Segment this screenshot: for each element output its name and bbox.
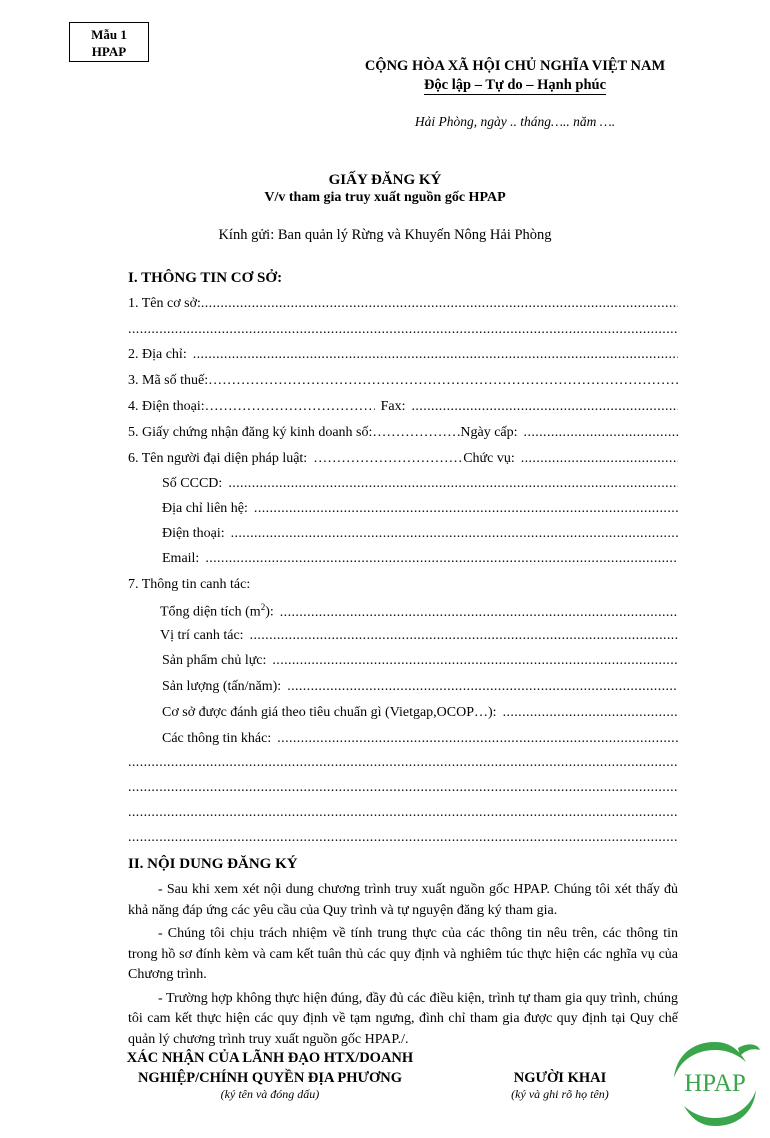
field-id-card-dots [228, 476, 678, 492]
field-email-label: Email: [162, 551, 200, 566]
field-fax-dots [412, 399, 679, 415]
field-phone-fax[interactable] [128, 399, 678, 415]
field-license-label: 5. Giấy chứng nhận đăng ký kinh doanh số: [128, 425, 373, 440]
field-main-product[interactable] [162, 653, 678, 669]
field-standard[interactable] [162, 705, 678, 721]
field-farm-location[interactable] [160, 628, 678, 644]
blank-line-3[interactable] [128, 805, 678, 821]
field-total-area-dots [280, 605, 678, 621]
farming-info-label: 7. Thông tin canh tác: [128, 577, 251, 592]
field-address-label: 2. Địa chỉ: [128, 347, 187, 362]
field-standard-dots [503, 705, 678, 721]
field-rep-label: 6. Tên người đại diện pháp luật: [128, 451, 308, 466]
area-label-close: ): [265, 604, 274, 620]
field-position-label: Chức vụ: [463, 451, 515, 466]
field-farm-location-dots [250, 628, 678, 644]
hpap-logo-text: HPAP [684, 1070, 746, 1097]
field-license[interactable] [128, 425, 678, 441]
document-subject: V/v tham gia truy xuất nguồn gốc HPAP [264, 190, 506, 205]
confirmation-signature-note: (ký tên và đóng dấu) [220, 1087, 320, 1101]
field-other-info-dots [277, 731, 678, 747]
hpap-logo [668, 1038, 762, 1130]
confirmation-signature-title [85, 1048, 455, 1088]
field-other-info[interactable] [162, 731, 678, 747]
section1-heading: I. THÔNG TIN CƠ SỞ: [128, 270, 283, 286]
field-tax[interactable] [128, 373, 678, 389]
blank-line-1-dots [128, 755, 678, 771]
declarant-title: NGƯỜI KHAI [513, 1070, 607, 1086]
area-label-text: Tổng diện tích (m [160, 604, 261, 620]
field-name-dots [201, 296, 678, 312]
motto-text: Độc lập – Tự do – Hạnh phúc [423, 77, 607, 93]
field-phone-label: 4. Điện thoại: [128, 399, 205, 414]
field-name-continued-dots [128, 322, 678, 338]
form-code-line1: Mẫu 1 [91, 27, 127, 42]
blank-line-2-dots [128, 780, 678, 796]
field-contact-address[interactable] [162, 501, 678, 517]
field-rep-dots [313, 451, 463, 467]
field-rep-phone-label: Điện thoại: [162, 526, 225, 541]
field-email[interactable] [162, 551, 678, 567]
field-tax-label: 3. Mã số thuế: [128, 373, 209, 388]
field-standard-label: Cơ sở được đánh giá theo tiêu chuẩn gì (Vietgap,OCOP…): [162, 705, 497, 720]
field-main-product-label: Sản phẩm chủ lực: [162, 653, 267, 668]
field-other-info-label: Các thông tin khác: [162, 731, 272, 746]
field-fax-label: Fax: [380, 399, 406, 414]
field-rep-phone[interactable] [162, 526, 678, 542]
field-representative[interactable] [128, 451, 678, 467]
field-name[interactable] [128, 296, 678, 312]
form-code-box [69, 22, 149, 62]
field-total-area-label [160, 602, 274, 621]
declarant-note: (ký và ghi rõ họ tên) [511, 1087, 609, 1101]
section2-heading: II. NỘI DUNG ĐĂNG KÝ [128, 856, 298, 872]
field-issue-date-label: Ngày cấp: [460, 425, 518, 440]
blank-line-2[interactable] [128, 780, 678, 796]
field-address-dots [193, 347, 678, 363]
field-phone-dots [205, 399, 375, 415]
blank-line-1[interactable] [128, 755, 678, 771]
field-id-card[interactable] [162, 476, 678, 492]
blank-line-4[interactable] [128, 830, 678, 846]
commitment-paragraph-2: - Chúng tôi chịu trách nhiệm về tính trung thực của các thông tin nêu trên, các thông tin trong hồ sơ đính kèm và cam kết tuân thủ các quy định và nghiêm túc thực hiện các nghĩa vụ của Chương trình. [128, 926, 678, 982]
field-contact-address-dots [254, 501, 678, 517]
field-tax-dots [208, 373, 678, 389]
field-total-area[interactable] [160, 602, 678, 621]
field-output[interactable] [162, 679, 678, 695]
motto [330, 77, 700, 94]
commitment-paragraph-1: - Sau khi xem xét nội dung chương trình truy xuất nguồn gốc HPAP. Chúng tôi xét thấy đủ khả năng đáp ứng các yêu cầu của Quy trình và tự nguyện đăng ký tham gia. [128, 882, 678, 918]
confirmation-title-line2: NGHIỆP/CHÍNH QUYỀN ĐỊA PHƯƠNG [137, 1070, 403, 1086]
hpap-logo-icon [668, 1038, 762, 1130]
field-output-dots [287, 679, 678, 695]
field-contact-address-label: Địa chỉ liên hệ: [162, 501, 248, 516]
commitment-paragraph-3: - Trường hợp không thực hiện đúng, đầy đủ các điều kiện, trình tự tham gia quy trình, chúng tôi cam kết thực hiện các quy định về tạm ngưng, đình chỉ tham gia được quy định tại Quy chế quản lý chương trình truy xuất nguồn gốc HPAP./. [128, 990, 678, 1047]
field-rep-phone-dots [231, 526, 678, 542]
field-main-product-dots [272, 653, 678, 669]
confirmation-title-line1: XÁC NHẬN CỦA LÃNH ĐẠO HTX/DOANH [126, 1050, 414, 1066]
section2-content [128, 880, 678, 1050]
field-license-dots [372, 425, 460, 441]
field-name-label: 1. Tên cơ sở: [128, 296, 201, 311]
field-name-continued[interactable] [128, 322, 678, 338]
date-line: Hải Phòng, ngày .. tháng….. năm …. [414, 114, 616, 129]
field-farm-location-label: Vị trí canh tác: [160, 628, 244, 643]
country-header: CỘNG HÒA XÃ HỘI CHỦ NGHĨA VIỆT NAM [364, 58, 666, 74]
recipient-line: Kính gửi: Ban quản lý Rừng và Khuyến Nông Hải Phòng [218, 227, 552, 243]
field-issue-date-dots [524, 425, 678, 441]
document-title: GIẤY ĐĂNG KÝ [328, 172, 442, 188]
field-output-label: Sản lượng (tấn/năm): [162, 679, 282, 694]
field-id-card-label: Số CCCD: [162, 476, 223, 491]
field-address[interactable] [128, 347, 678, 363]
field-email-dots [205, 551, 678, 567]
blank-line-3-dots [128, 805, 678, 821]
blank-line-4-dots [128, 830, 678, 846]
area-superscript: 2 [260, 602, 266, 612]
field-position-dots [521, 451, 678, 467]
form-code-line2: HPAP [91, 44, 127, 59]
